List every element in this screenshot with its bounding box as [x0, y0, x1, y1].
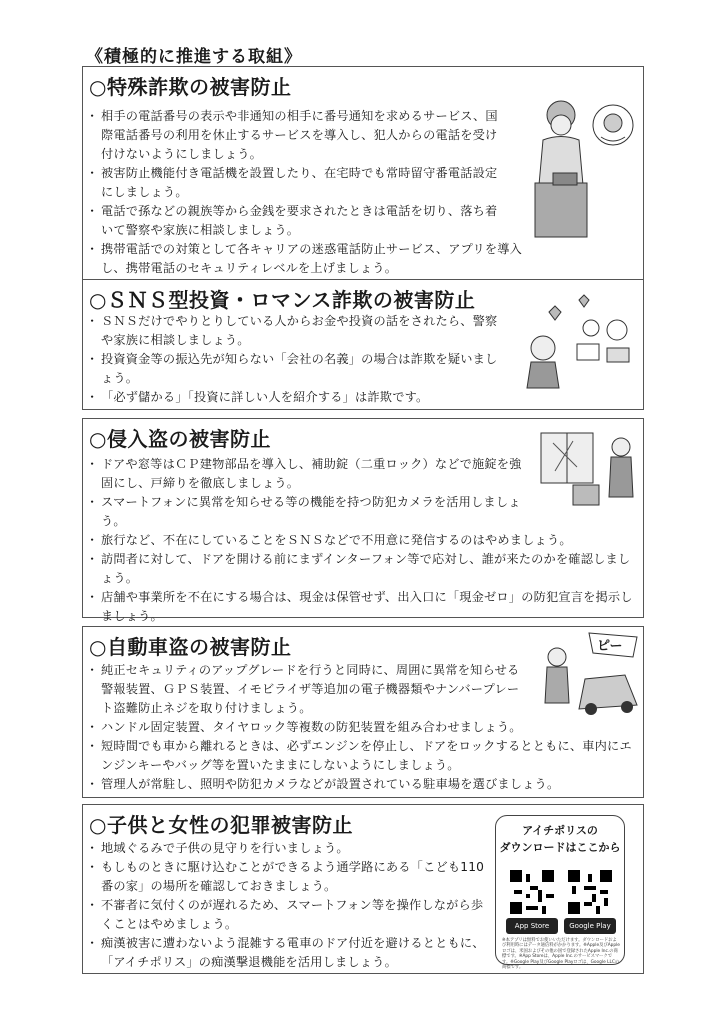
list-item: ・ 携帯電話での対策として各キャリアの迷惑電話防止サービス、アプリを導入し、携帯電話のセキュリティレベルを上げましょう。: [89, 240, 541, 278]
list-item: ・ スマートフォンに異常を知らせる等の機能を持つ防犯カメラを活用しましょう。: [89, 493, 531, 531]
app-download-box: [495, 815, 625, 971]
app-title-line2: ダウンロードはここから: [499, 841, 621, 854]
bullet-list-sns-fraud: [89, 312, 501, 407]
section-heading-car-theft: ○自動車盗の被害防止: [89, 635, 292, 659]
list-item: ・ 純正セキュリティのアップグレードを行うと同時に、周囲に異常を知らせる警報装置、ＧＰＳ装置、イモビライザ等追加の電子機器類やナンバープレート盗難防止ネジを取り付けましょう。: [89, 661, 531, 718]
google-play-button[interactable]: Google Play: [564, 918, 616, 934]
app-store-button[interactable]: App Store: [506, 918, 558, 934]
list-item: ・ ＳＮＳだけでやりとりしている人からお金や投資の話をされたら、警察や家族に相談しましょう。: [89, 312, 501, 350]
bullet-list-child-women: [89, 839, 493, 972]
section-fraud: [82, 66, 644, 280]
section-heading-burglary: ○侵入盗の被害防止: [89, 427, 271, 451]
sns-romance-illustration: [519, 292, 639, 392]
list-item: ・ 旅行など、不在にしていることをＳＮＳなどで不用意に発信するのはやめましょう。: [89, 531, 637, 550]
section-car-theft: [82, 626, 644, 798]
list-item: ・ 「必ず儲かる」「投資に詳しい人を紹介する」は詐欺です。: [89, 388, 501, 407]
qr-code-ios-icon[interactable]: [510, 870, 554, 914]
app-download-title: [496, 822, 624, 856]
section-heading-fraud: ○特殊詐欺の被害防止: [89, 75, 292, 99]
list-item: ・ 短時間でも車から離れるときは、必ずエンジンを停止し、ドアをロックするとともに、車内にエンジンキーやバッグ等を置いたままにしないようにしましょう。: [89, 737, 637, 775]
list-item: ・ 被害防止機能付き電話機を設置したり、在宅時でも常時留守番電話設定にしましょう。: [89, 164, 507, 202]
list-item: ・ 店舗や事業所を不在にする場合は、現金は保管せず、出入口に「現金ゼロ」の防犯宣言を掲示しましょう。: [89, 588, 637, 626]
list-item: ・ 相手の電話番号の表示や非通知の相手に番号通知を求めるサービス、国際電話番号の利用を休止するサービスを導入し、犯人からの電話を受け付けないようにしましょう。: [89, 107, 507, 164]
car-alarm-illustration: [533, 629, 641, 719]
list-item: ・ 電話で孫などの親族等から金銭を要求されたときは電話を切り、落ち着いて警察や家族に相談しましょう。: [89, 202, 507, 240]
list-item: ・ ドアや窓等はＣＰ建物部品を導入し、補助錠（二重ロック）などで施錠を強固にし、戸締りを徹底しましょう。: [89, 455, 531, 493]
list-item: ・ 訪問者に対して、ドアを開ける前にまずインターフォン等で応対し、誰が来たのかを確認しましょう。: [89, 550, 637, 588]
bullet-list-fraud: [89, 107, 523, 278]
app-title-line1: アイチポリスの: [522, 824, 598, 837]
page-title: 《積極的に推進する取組》: [86, 47, 302, 67]
alarm-sound-label: ピー: [597, 639, 623, 654]
qr-code-android-icon[interactable]: [568, 870, 612, 914]
list-item: ・ 投資資金等の振込先が知らない「会社の名義」の場合は詐欺を疑いましょう。: [89, 350, 501, 388]
list-item: ・ ハンドル固定装置、タイヤロック等複数の防犯装置を組み合わせましょう。: [89, 718, 637, 737]
section-heading-child-women: ○子供と女性の犯罪被害防止: [89, 813, 353, 837]
burglary-illustration: [533, 427, 638, 512]
list-item: ・ もしものときに駆け込むことができるよう通学路にある「こども110 番の家」の場所を確認しておきましょう。: [89, 858, 493, 896]
app-disclaimer: ※本アプリは無料でお使いいただけます。ダウンロードおよび利用時にはデータ通信料がかかります。※Apple及びAppleロゴは、米国およびその他の国で登録されたApple Inc.の商標です。※App Storeは、Apple Inc.のサービスマークです。※Google Play及びGoogle Playロゴは、Google LLCの商標です。: [502, 938, 620, 971]
list-item: ・ 不審者に気付くのが遅れるため、スマートフォン等を操作しながら歩くことはやめましょう。: [89, 896, 493, 934]
section-heading-sns-fraud: ○ＳＮＳ型投資・ロマンス詐欺の被害防止: [89, 288, 476, 312]
phone-scam-illustration: [523, 95, 638, 245]
section-child-women: [82, 804, 644, 974]
list-item: ・ 痴漢被害に遭わないよう混雑する電車のドア付近を避けるとともに、「アイチポリス」の痴漢撃退機能を活用しましょう。: [89, 934, 493, 972]
section-burglary: [82, 418, 644, 623]
list-item: ・ 地域ぐるみで子供の見守りを行いましょう。: [89, 839, 493, 858]
section-sns-fraud: [82, 280, 644, 410]
list-item: ・ 管理人が常駐し、照明や防犯カメラなどが設置されている駐車場を選びましょう。: [89, 775, 637, 794]
